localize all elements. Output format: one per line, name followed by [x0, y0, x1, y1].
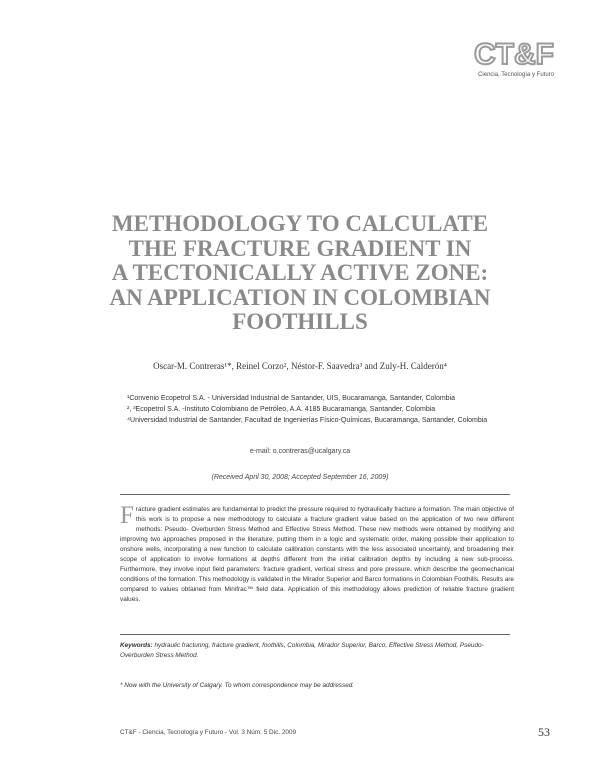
affiliation-item: ¹Convenio Ecopetrol S.A. - Universidad Industrial de Santander, UIS, Bucaramanga, Santander, Colombia — [127, 395, 456, 402]
title-line: METHODOLOGY TO CALCULATE — [111, 211, 489, 236]
keywords-text: hydraulic fracturing, fracture gradient, foothills, Colombia, Mirador Superior, Barco, Effective Stress Method, Pseudo-Overburden Stress Method. — [120, 642, 484, 659]
title-line: FOOTHILLS — [232, 309, 368, 334]
paper-title — [0, 212, 600, 335]
keywords-label: Keywords: — [120, 642, 153, 649]
affiliation-item: ⁴Universidad Industrial de Santander, Facultad de Ingenierías Físico-Químicas, Bucaramanga, Santander, Colombia — [127, 417, 488, 424]
affiliations — [127, 393, 527, 426]
page-number: 53 — [538, 725, 550, 739]
received-dates: (Received April 30, 2008; Accepted September 16, 2009) — [211, 474, 389, 481]
contact-email: e-mail: o.contreras@ucalgary.ca — [249, 448, 351, 455]
keywords — [120, 641, 514, 660]
logo-text: CT&F — [474, 38, 554, 71]
abstract-text: racture gradient estimates are fundamental to predict the pressure required to hydraulically fracture a formation. The main objective of this work is to propose a new methodology to calculate a fracture gradient value based on the application of two new different methods: Pseudo- Overburden Stress Method and Effective Stress Method. These new methods were obtained by modifying and improving two approaches proposed in the literature, putting them in a logic and systematic order, making possible their application to onshore wells, incorporating a new function to calculate calibration constants with the less associated uncertainty, and broadening their scope of application to involve formations at depths different from the initial calibration depths by including a new sub-process. Furthermore, they involve input field parameters: fracture gradient, vertical stress and pore pressure, which describe the geomechanical conditions of the formation. This methodology is validated in the Mirador Superior and Barco formations in Colombian Foothills. Results are compared to values obtained from Minifrac™ field data. Application of this methodology allows prediction of reliable fracture gradient values. — [120, 506, 514, 603]
divider — [120, 634, 510, 635]
affiliation-item: ², ³Ecopetrol S.A. -Instituto Colombiano de Petróleo, A.A. 4185 Bucaramanga, Santander, Colombia — [127, 406, 436, 413]
title-line: A TECTONICALLY ACTIVE ZONE: — [111, 260, 489, 285]
abstract-dropcap: F — [120, 502, 134, 529]
title-line: THE FRACTURE GRADIENT IN — [128, 235, 472, 261]
abstract — [120, 502, 514, 605]
footnote: * Now with the University of Calgary. To whom correspondence may be addressed. — [120, 682, 355, 689]
logo-subtitle: Ciencia, Tecnología y Futuro — [478, 72, 554, 78]
journal-logo — [474, 40, 554, 78]
author-list: Oscar-M. Contreras¹*, Reinel Corzo², Néstor-F. Saavedra³ and Zuly-H. Calderón⁴ — [153, 361, 447, 371]
divider — [120, 494, 510, 495]
title-line: AN APPLICATION IN COLOMBIAN — [109, 284, 491, 310]
footer-citation: CT&F - Ciencia, Tecnología y Futuro - Vol. 3 Núm. 5 Dic. 2009 — [120, 729, 297, 736]
